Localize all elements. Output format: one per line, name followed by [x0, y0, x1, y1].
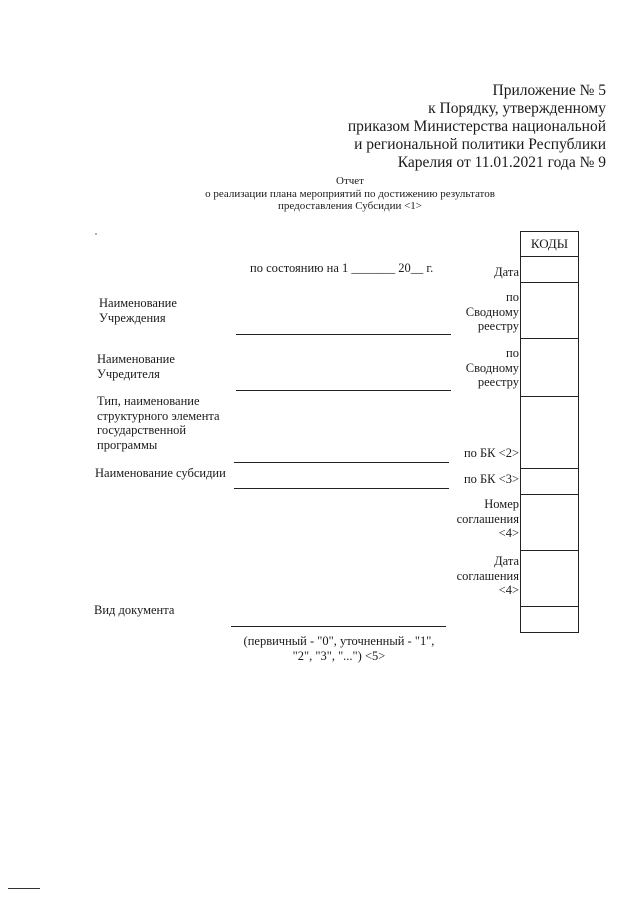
program-label-line-4: программы: [97, 437, 158, 452]
codes-table: [520, 231, 579, 633]
codes-date-label: Дата: [494, 265, 519, 279]
registry-2-line-2: Сводному: [465, 360, 519, 375]
founder-label-line-1: Наименование: [97, 352, 175, 366]
institution-label-line-2: Учреждения: [99, 310, 166, 325]
agreement-date-line-3: <4>: [498, 583, 519, 597]
code-cell-bk2[interactable]: [521, 396, 578, 469]
title-line-1: Отчет: [336, 175, 364, 187]
doc-type-note: [206, 634, 472, 663]
agreement-date-line-2: соглашения: [456, 568, 519, 583]
program-label-line-2: структурного элемента: [97, 408, 220, 423]
code-cell-doc-type[interactable]: [521, 606, 578, 632]
program-input-line[interactable]: [234, 462, 449, 463]
codes-header: КОДЫ: [530, 236, 569, 251]
title-line-2: о реализации плана мероприятий по достижению результатов: [205, 187, 495, 200]
header-line-5: Карелия от 11.01.2021 года № 9: [397, 154, 606, 171]
institution-label-line-1: Наименование: [99, 296, 177, 310]
program-label-line-3: государственной: [97, 423, 187, 437]
header-line-1: Приложение № 5: [492, 82, 606, 99]
founder-input-line[interactable]: [236, 390, 451, 391]
code-cell-date[interactable]: [521, 256, 578, 283]
founder-label: [97, 352, 175, 381]
codes-agreement-number-label: [419, 497, 519, 541]
registry-1-line-3: реестру: [477, 319, 519, 333]
code-cell-registry-1[interactable]: [521, 282, 578, 339]
subsidy-input-line[interactable]: [234, 488, 449, 489]
code-cell-bk3[interactable]: [521, 468, 578, 495]
codes-bk3-label: по БК <3>: [463, 472, 519, 486]
institution-input-line[interactable]: [236, 334, 451, 335]
codes-registry-1-label: [419, 290, 519, 334]
agreement-number-line-2: соглашения: [456, 511, 519, 526]
subsidy-label: Наименование субсидии: [95, 466, 226, 480]
header-line-2: к Порядку, утвержденному: [428, 100, 606, 117]
doc-type-note-line-2: "2", "3", "...") <5>: [292, 648, 386, 663]
scan-edge-mark: [8, 888, 40, 889]
registry-1-line-2: Сводному: [465, 304, 519, 319]
header-line-4: и региональной политики Республики: [354, 136, 606, 153]
agreement-number-line-1: Номер: [484, 497, 519, 511]
registry-1-line-1: по: [506, 290, 519, 304]
report-title: [150, 175, 550, 213]
appendix-header: [286, 82, 606, 172]
doc-type-input-line[interactable]: [231, 626, 446, 627]
registry-2-line-3: реестру: [477, 375, 519, 389]
program-label: [97, 394, 220, 452]
codes-bk2-label: по БК <2>: [463, 446, 519, 460]
header-line-3: приказом Министерства национальной: [347, 118, 606, 135]
program-label-line-1: Тип, наименование: [97, 394, 200, 408]
code-cell-registry-2[interactable]: [521, 338, 578, 397]
as-of-date: по состоянию на 1 _______ 20__ г.: [250, 261, 434, 275]
doc-type-label: Вид документа: [94, 603, 175, 617]
code-cell-agreement-number[interactable]: [521, 494, 578, 551]
institution-label: [99, 296, 177, 325]
scan-speck: [95, 233, 97, 235]
agreement-number-line-3: <4>: [498, 526, 519, 540]
doc-type-note-line-1: (первичный - "0", уточненный - "1",: [243, 634, 435, 648]
founder-label-line-2: Учредителя: [97, 366, 160, 381]
codes-agreement-date-label: [419, 554, 519, 598]
title-line-3: предоставления Субсидии <1>: [277, 200, 422, 212]
registry-2-line-1: по: [506, 346, 519, 360]
codes-registry-2-label: [419, 346, 519, 390]
code-cell-agreement-date[interactable]: [521, 550, 578, 607]
agreement-date-line-1: Дата: [494, 554, 519, 568]
